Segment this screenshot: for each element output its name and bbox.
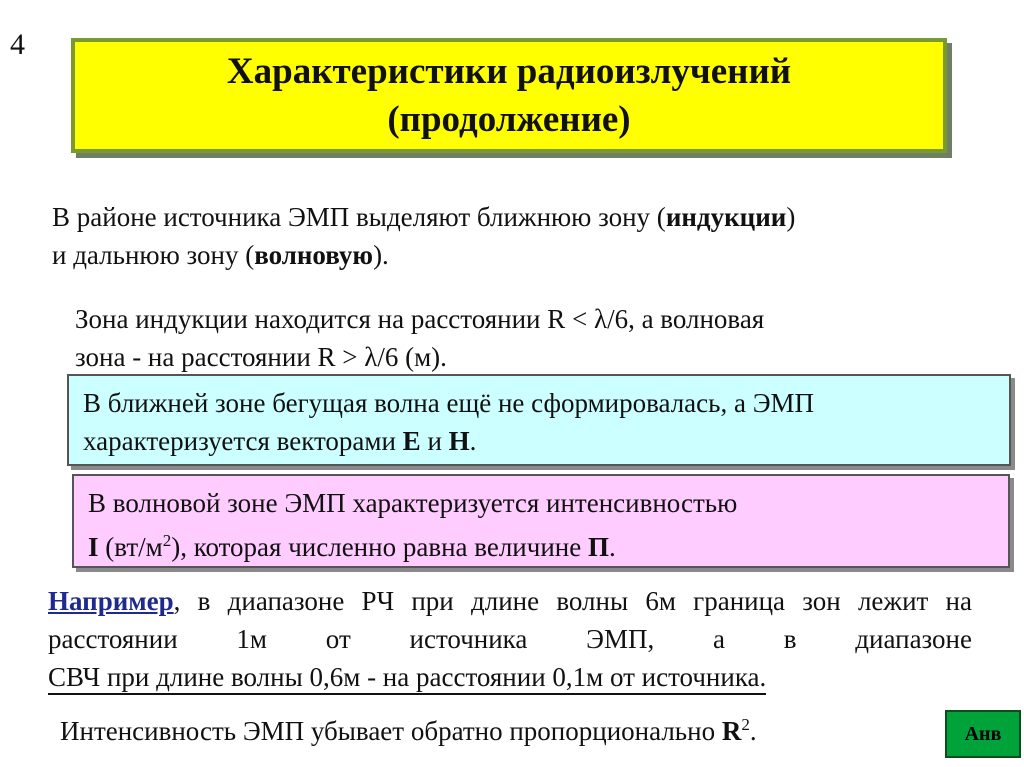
intensity-statement	[60, 706, 757, 750]
poynting-symbol: П	[587, 532, 609, 562]
box-text: и	[420, 426, 449, 456]
box-text: ), которая численно равна величине	[171, 532, 588, 562]
paragraph-text: ).	[373, 240, 389, 270]
superscript: 2	[162, 531, 172, 550]
slide-number: 4	[10, 28, 25, 61]
paragraph-distance	[75, 300, 975, 376]
bold-term-induction: индукции	[665, 202, 787, 232]
box-line	[88, 522, 1008, 566]
statement-text: Интенсивность ЭМП убывает обратно пропорционально	[60, 716, 722, 746]
box-line: В волновой зоне ЭМП характеризуется интенсивностью	[88, 488, 738, 518]
box-text: характеризуется векторами	[83, 426, 403, 456]
wave-zone-box	[72, 474, 1010, 568]
title-line-2: (продолжение)	[387, 98, 631, 140]
r-symbol: R	[721, 716, 742, 746]
example-last-line: СВЧ при длине волны 0,6м - на расстоянии 0,1м от источника.	[48, 661, 766, 695]
example-paragraph	[48, 582, 972, 696]
bold-term-wave: волновую	[254, 240, 374, 270]
example-keyword: Например	[48, 586, 174, 616]
box-text: .	[469, 426, 477, 456]
paragraph-line: зона - на расстоянии R > λ/6 (м).	[75, 342, 447, 372]
intensity-symbol: I	[88, 532, 99, 562]
superscript: 2	[741, 715, 750, 734]
paragraph-zones	[52, 198, 1012, 274]
slide-title	[71, 38, 947, 153]
title-line-1: Характеристики радиоизлучений	[226, 50, 792, 92]
nav-button[interactable]: Анв	[945, 710, 1021, 758]
example-text: , в диапазоне РЧ при длине волны 6м граница зон лежит на расстоянии 1м от источника ЭМП, а в диапазоне	[48, 586, 972, 654]
paragraph-text: )	[786, 202, 796, 232]
statement-text: .	[749, 716, 757, 746]
vector-h: H	[448, 426, 470, 456]
box-line: В ближней зоне бегущая волна ещё не сформировалась, а ЭМП	[83, 388, 815, 418]
box-line	[83, 422, 1009, 460]
paragraph-text: В районе источника ЭМП выделяют ближнюю зону (	[52, 202, 666, 232]
paragraph-line: Зона индукции находится на расстоянии R < λ/6, а волновая	[75, 304, 765, 334]
paragraph-text: и дальнюю зону (	[52, 240, 255, 270]
box-text: (вт/м	[98, 532, 163, 562]
vector-e: E	[402, 426, 421, 456]
box-text: .	[608, 532, 616, 562]
near-zone-box	[67, 374, 1011, 466]
